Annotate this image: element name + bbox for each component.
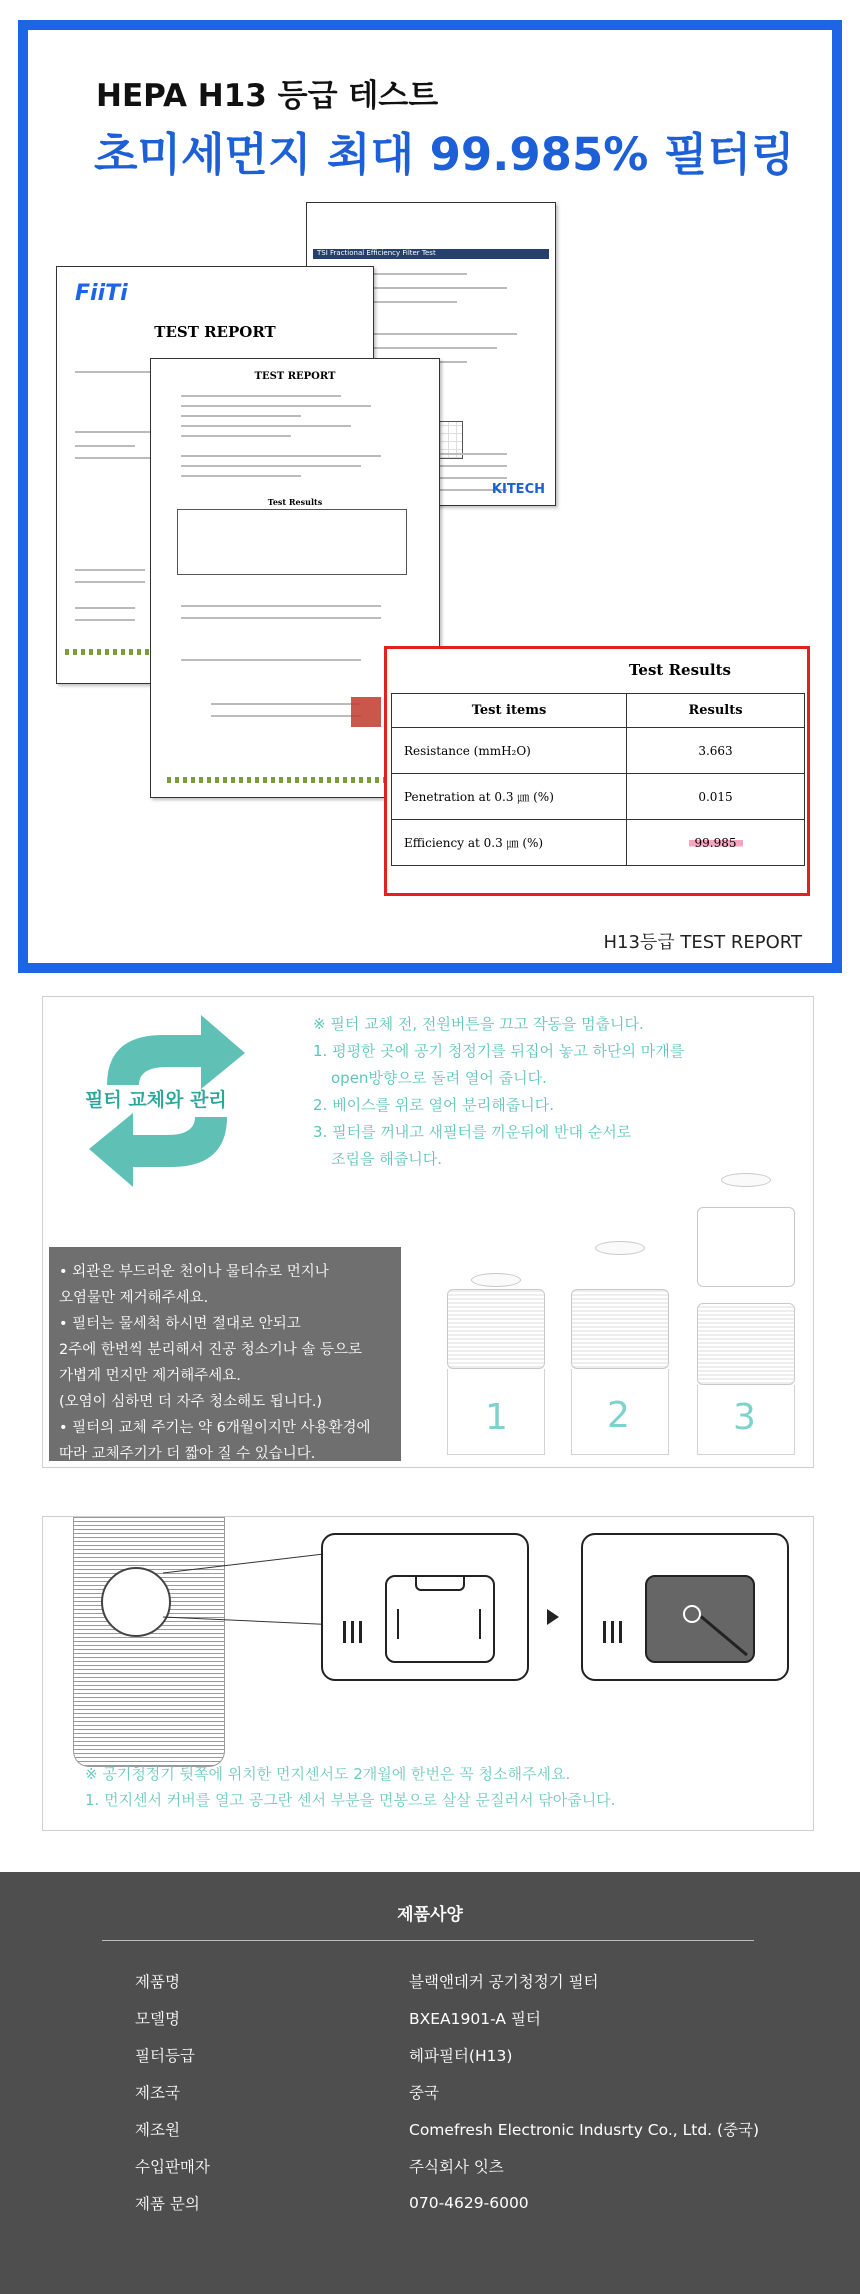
spec-value: 중국 [409,2083,439,2102]
step-number: 2 [607,1395,630,1436]
spec-key: 제조국 [135,2083,180,2102]
care-line: • 외관은 부드러운 천이나 물티슈로 먼지나 [59,1264,329,1280]
filtering-headline: 초미세먼지 최대 99.985% 필터링 [94,128,795,181]
row-item: Resistance (mmH₂O) [392,728,627,774]
sensor-cover-closed [321,1533,529,1681]
step-3-text: 3. 필터를 꺼내고 새필터를 끼운뒤에 반대 순서로 [313,1123,632,1141]
care-line: • 필터의 교체 주기는 약 6개월이지만 사용환경에 [59,1420,371,1436]
care-line: 오염물만 제거해주세요. [59,1290,209,1306]
table-row [392,820,805,866]
table-row [135,2036,759,2073]
spec-key: 제품명 [135,1972,180,1991]
dust-sensor-section [42,1516,814,1831]
row-item: Efficiency at 0.3 ㎛ (%) [392,820,627,866]
spec-value: Comefresh Electronic Indusrty Co., Ltd. (중국) [409,2120,760,2139]
replacement-label: 필터 교체와 관리 [85,1089,227,1111]
step-2-text: 2. 베이스를 위로 열어 분리해줍니다. [313,1096,555,1114]
row-value-efficiency [627,820,805,866]
care-line: 따라 교체주기가 더 짧아 질 수 있습니다. [59,1446,316,1462]
spec-key: 제조원 [135,2120,180,2139]
row-value: 0.015 [627,774,805,820]
hepa-test-section [18,20,842,973]
table-row [135,2147,759,2184]
spec-divider [102,1940,754,1941]
product-spec-section [0,1872,860,2294]
hepa-subtitle: HEPA H13 등급 테스트 [96,78,439,114]
replacement-instructions [313,1011,783,1173]
table-row [392,774,805,820]
kitech-results-label: Test Results [267,497,323,507]
results-table [391,693,805,866]
step-3-text-cont: 조립을 해줍니다. [331,1150,442,1168]
arrow-right-icon [547,1609,559,1625]
care-line: 2주에 한번씩 분리해서 진공 청소기나 솔 등으로 [59,1342,363,1358]
care-line: (오염이 심하면 더 자주 청소해도 됩니다.) [59,1394,323,1410]
table-row [135,2184,759,2221]
fiti-report-title: TEST REPORT [154,323,276,341]
col-test-items: Test items [392,694,627,728]
step-number: 1 [485,1397,508,1438]
filter-replacement-section [42,996,814,1468]
spec-key: 필터등급 [135,2046,195,2065]
table-row [135,1962,759,1999]
power-off-notice: ※ 필터 교체 전, 전원버튼을 끄고 작동을 멈춥니다. [313,1015,644,1033]
sensor-notice: ※ 공기청정기 뒷쪽에 위치한 먼지센서도 2개월에 한번은 꼭 청소해주세요. [85,1765,571,1783]
spec-key: 제품 문의 [135,2194,200,2213]
sensor-cover-open [581,1533,789,1681]
table-row [392,728,805,774]
spec-title: 제품사양 [397,1905,463,1925]
spec-key: 수입판매자 [135,2157,210,2176]
report-caption: H13등급 TEST REPORT [603,932,802,953]
spec-value: 070-4629-6000 [409,2193,529,2212]
care-line: • 필터는 물세척 하시면 절대로 안되고 [59,1316,301,1332]
table-row [135,2110,759,2147]
row-value: 3.663 [627,728,805,774]
step-number: 3 [733,1397,756,1438]
table-row [135,1999,759,2036]
sensor-step-1: 1. 먼지센서 커버를 열고 공그란 센서 부분을 면봉으로 살살 문질러서 닦아줍니다. [85,1791,616,1809]
kitech-logo: KITECH [491,482,545,497]
spec-key: 모델명 [135,2009,180,2028]
sensor-cleaning-instructions [85,1761,615,1813]
care-instructions-box [49,1247,401,1461]
test-results-callout [384,646,810,896]
results-title: Test Results [628,661,731,679]
sensor-zoom-circle [101,1567,171,1637]
spec-value: 블랙앤데커 공기청정기 필터 [409,1972,599,1991]
table-row [135,2073,759,2110]
step-1-text-cont: open방향으로 돌려 열어 줍니다. [331,1069,547,1087]
efficiency-highlight: 99.985 [689,836,743,850]
row-item: Penetration at 0.3 ㎛ (%) [392,774,627,820]
col-results: Results [627,694,805,728]
official-seal [351,697,381,727]
step-1-text: 1. 평평한 곳에 공기 청정기를 뒤집어 놓고 하단의 마개를 [313,1042,685,1060]
tsi-report-header: TSI Fractional Efficiency Filter Test [313,249,549,259]
spec-value: BXEA1901-A 필터 [409,2009,541,2028]
spec-value: 주식회사 잇츠 [409,2157,504,2176]
spec-value: 헤파필터(H13) [409,2046,513,2065]
care-line: 가볍게 먼지만 제거해주세요. [59,1368,241,1384]
fiti-logo: FiiTi [75,281,128,306]
kitech-mini-table [177,509,407,575]
kitech-report-title: TEST REPORT [254,371,336,382]
spec-table [135,1962,759,2221]
